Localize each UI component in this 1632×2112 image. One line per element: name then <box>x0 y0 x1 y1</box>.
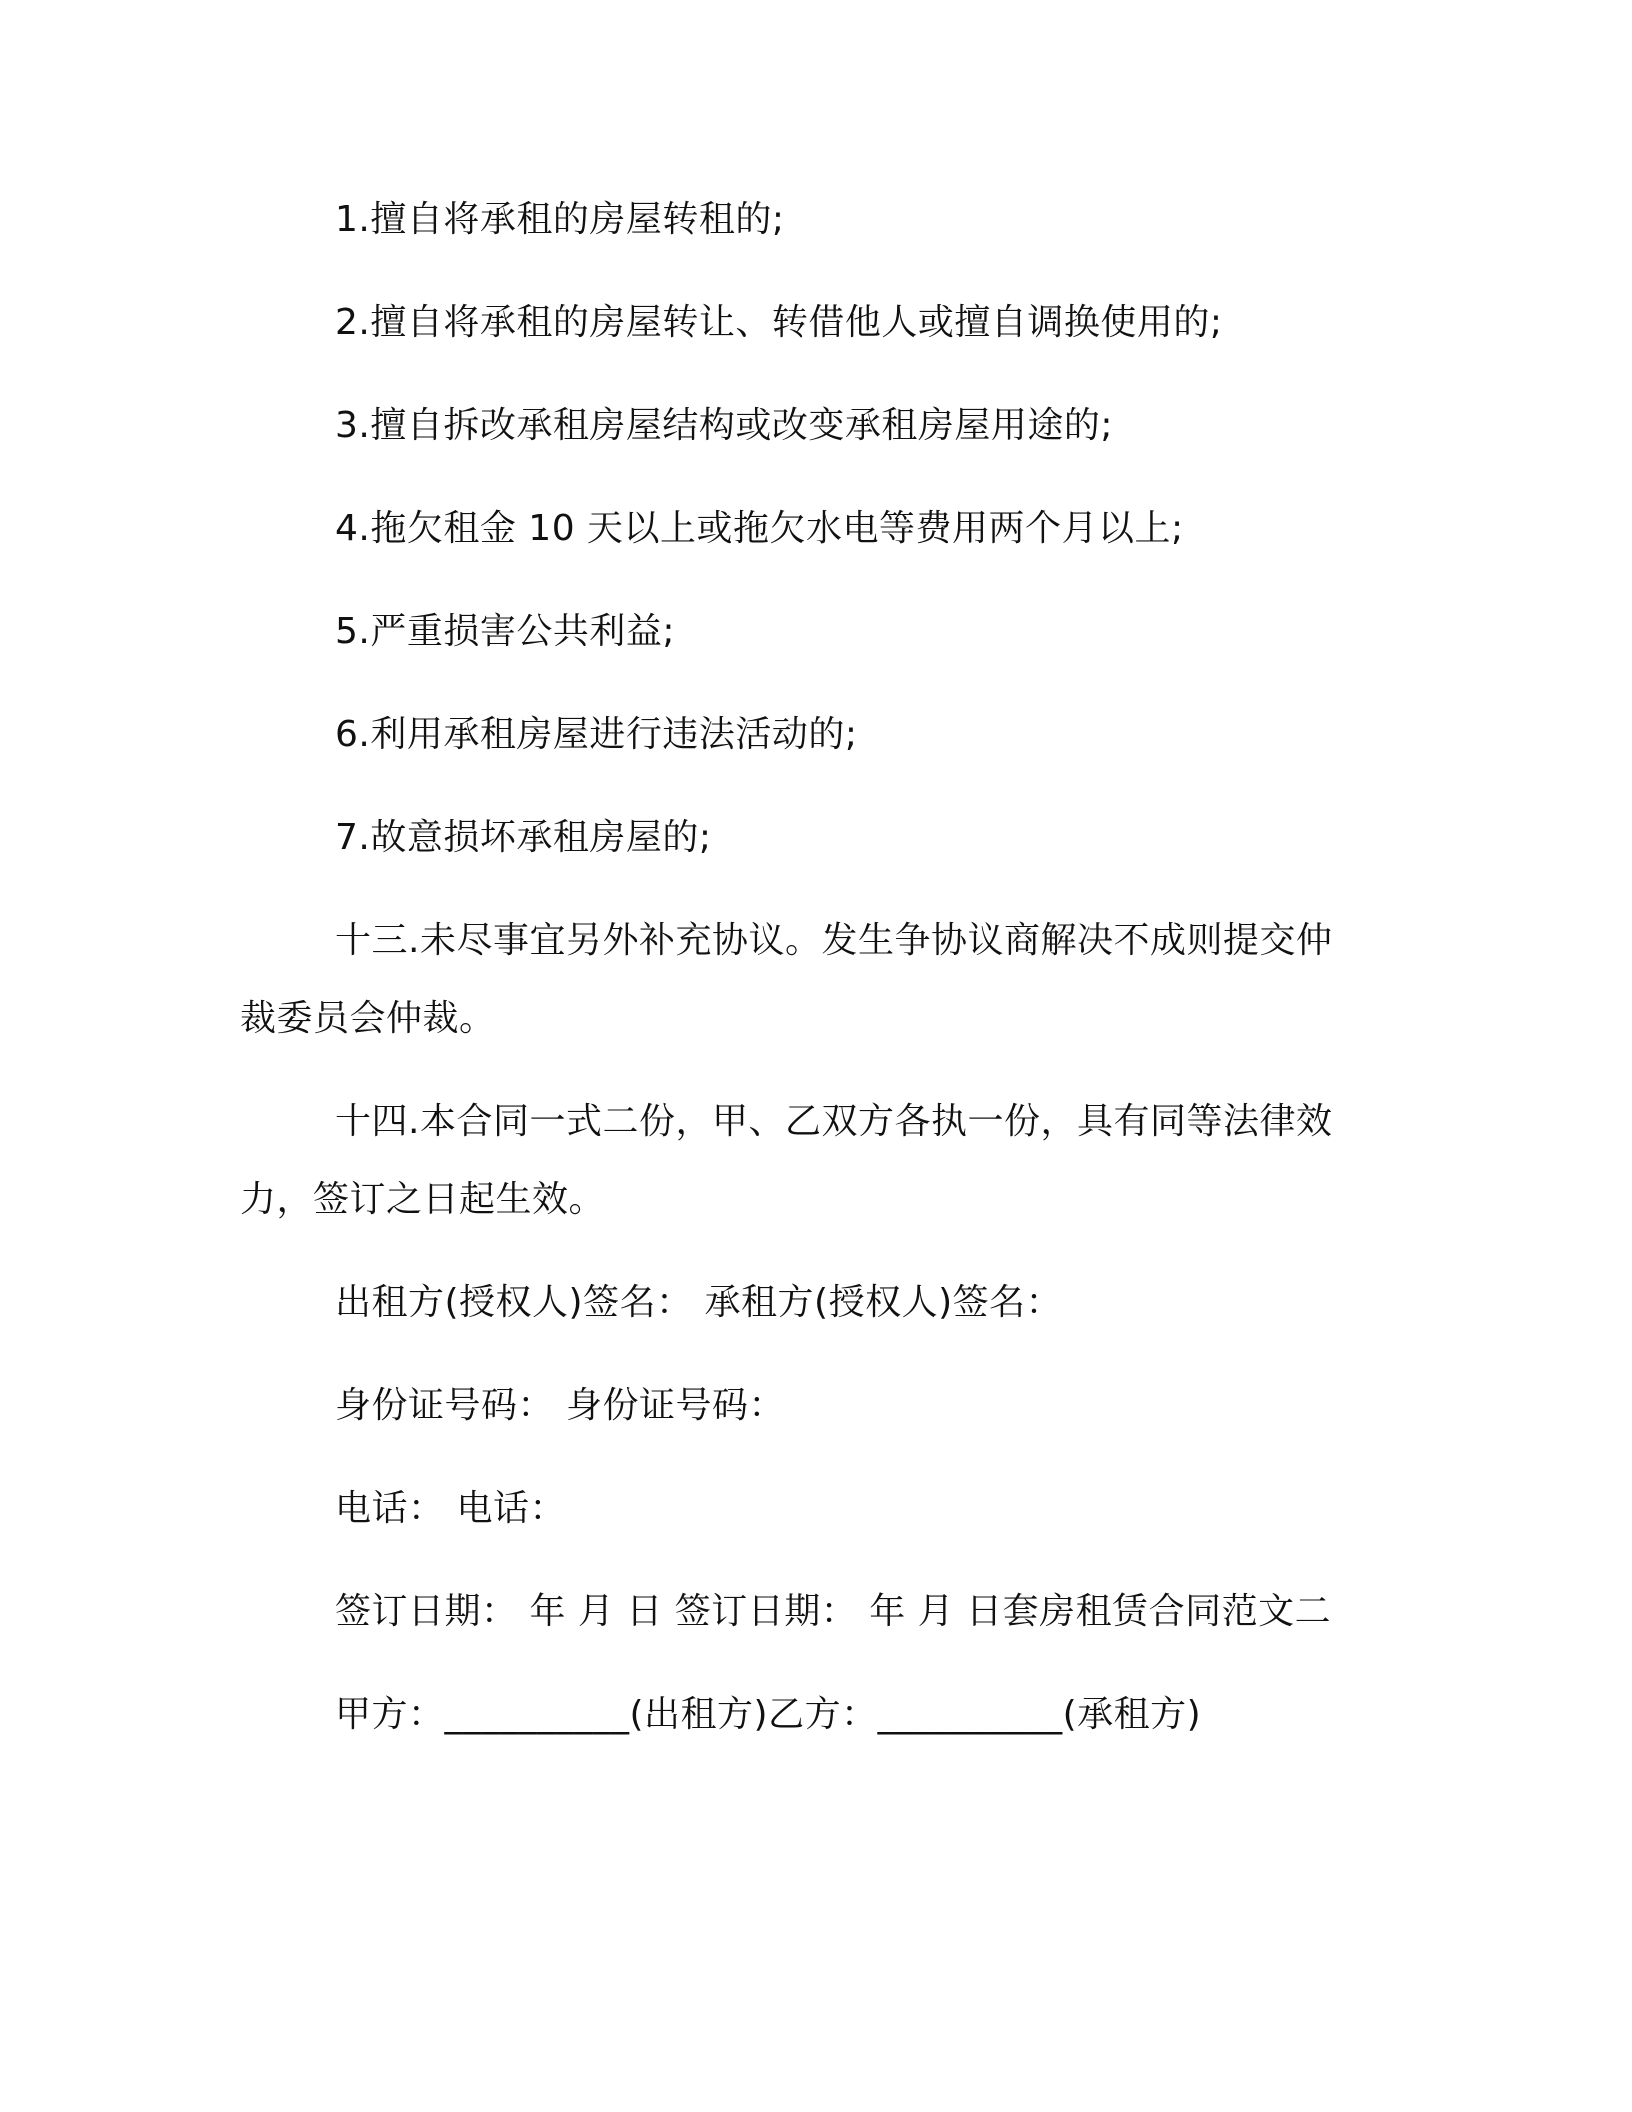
id-number-line: 身份证号码： 身份证号码： <box>335 1385 785 1426</box>
parties-line: 甲方：__________(出租方)乙方：__________(承租方) <box>335 1694 1202 1735</box>
clause-item-4: 4.拖欠租金 10 天以上或拖欠水电等费用两个月以上; <box>335 508 1184 549</box>
clause-14-line-1: 十四.本合同一式二份，甲、乙双方各执一份，具有同等法律效 <box>335 1101 1333 1142</box>
sign-date-line: 签订日期： 年 月 日 签订日期： 年 月 日套房租赁合同范文二 <box>335 1591 1332 1632</box>
signature-line: 出租方(授权人)签名： 承租方(授权人)签名： <box>335 1282 1063 1323</box>
clause-13-line-2: 裁委员会仲裁。 <box>240 998 496 1039</box>
clause-item-3: 3.擅自拆改承租房屋结构或改变承租房屋用途的; <box>335 405 1113 446</box>
clause-item-6: 6.利用承租房屋进行违法活动的; <box>335 714 858 755</box>
clause-item-7: 7.故意损坏承租房屋的; <box>335 817 712 858</box>
clause-14-line-2: 力，签订之日起生效。 <box>240 1179 606 1220</box>
clause-item-2: 2.擅自将承租的房屋转让、转借他人或擅自调换使用的; <box>335 302 1223 343</box>
clause-13-line-1: 十三.未尽事宜另外补充协议。发生争协议商解决不成则提交仲 <box>335 920 1333 961</box>
phone-line: 电话： 电话： <box>335 1488 566 1529</box>
clause-item-1: 1.擅自将承租的房屋转租的; <box>335 199 785 240</box>
clause-item-5: 5.严重损害公共利益; <box>335 611 675 652</box>
